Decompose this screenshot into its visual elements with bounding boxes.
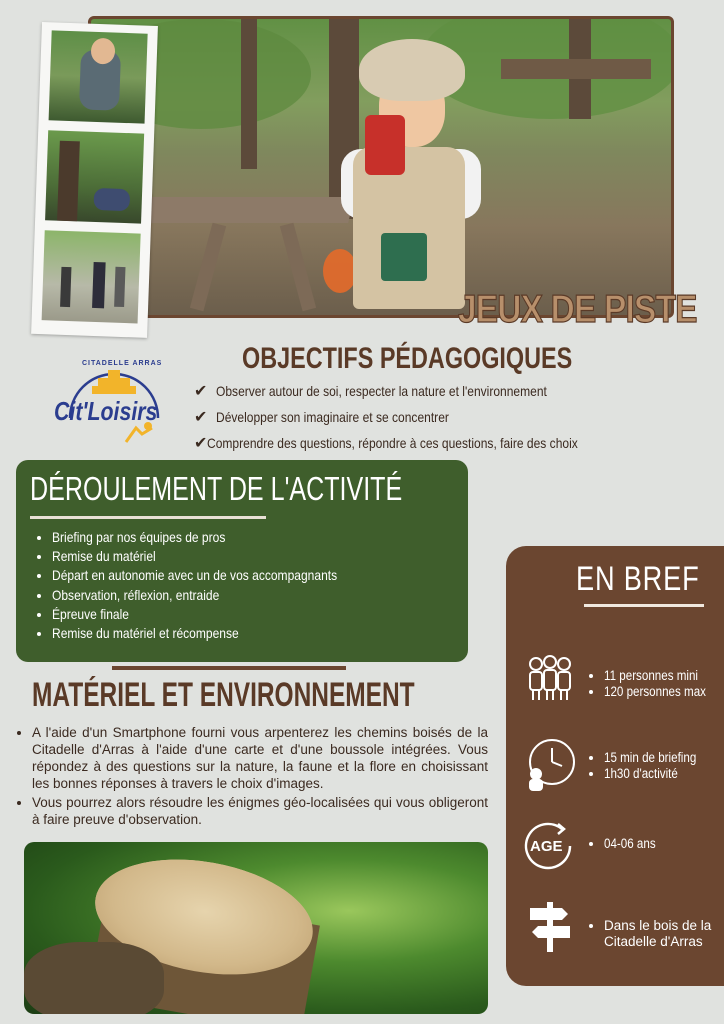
activity-item: • Briefing par nos équipes de pros: [52, 528, 384, 547]
citloisirs-logo: [52, 356, 176, 452]
activity-divider: [30, 516, 266, 519]
material-item: • Vous pourrez alors résoudre les énigmes géo-localisées qui vous obligeront à faire preuve d'observation.: [32, 794, 488, 828]
photo-strip: [31, 22, 158, 338]
material-item: • A l'aide d'un Smartphone fourni vous arpenterez les chemins boisés de la Citadelle d'Arras à l'aide d'une carte et d'une boussole intégrées. Vous répondez à des questions sur la nature, la faune et la flore en choisissant les bonnes réponses à travers le choix d'images.: [32, 724, 488, 792]
brief-item: • 120 personnes max: [604, 684, 723, 700]
stump-photo: [24, 842, 488, 1014]
check-icon: ✔: [194, 409, 208, 426]
hero-photo: [88, 16, 674, 318]
brief-panel: [506, 546, 724, 986]
activity-panel: [16, 460, 468, 662]
objective-item: ✔ Développer son imaginaire et se concentrer: [194, 409, 449, 426]
check-icon: ✔: [194, 383, 208, 400]
group-info: [590, 668, 723, 700]
brief-divider: [584, 604, 704, 607]
activity-title: DÉROULEMENT DE L'ACTIVITÉ: [30, 470, 403, 507]
activity-item: • Remise du matériel: [52, 547, 384, 566]
activity-item: • Départ en autonomie avec un de vos accompagnants: [52, 566, 384, 585]
objective-item: ✔ Comprendre des questions, répondre à ces questions, faire des choix: [194, 435, 579, 452]
material-text: [14, 724, 488, 830]
age-icon-text: AGE: [530, 838, 563, 855]
activity-item: • Remise du matériel et récompense: [52, 624, 384, 643]
logo-name: Cit'Loisirs: [54, 396, 158, 426]
brief-item: • 1h30 d'activité: [604, 766, 711, 782]
check-icon: ✔: [194, 435, 208, 452]
brief-item: • 04-06 ans: [604, 836, 664, 852]
group-icon: [522, 650, 578, 706]
clock-icon: [522, 736, 578, 792]
brief-item: • 11 personnes mini: [604, 668, 723, 684]
time-info: [590, 750, 711, 782]
objectives-list: [194, 378, 614, 456]
material-divider: [112, 666, 346, 670]
activity-item: • Observation, réflexion, entraide: [52, 586, 384, 605]
objectives-title: OBJECTIFS PÉDAGOGIQUES: [242, 342, 573, 375]
logo-top-text: CITADELLE ARRAS: [82, 360, 163, 367]
brief-item: • 15 min de briefing: [604, 750, 711, 766]
objective-item: ✔ Observer autour de soi, respecter la nature et l'environnement: [194, 383, 547, 400]
brief-item: • Dans le bois de la Citadelle d'Arras: [604, 918, 718, 950]
place-info: [590, 918, 718, 950]
page-title: JEUX DE PISTE: [458, 288, 697, 331]
signpost-icon: [522, 898, 578, 954]
age-info: [590, 836, 664, 852]
material-title: MATÉRIEL ET ENVIRONNEMENT: [32, 676, 415, 714]
activity-list: [34, 528, 384, 643]
activity-item: • Épreuve finale: [52, 605, 384, 624]
age-icon: [522, 818, 578, 874]
brief-title: EN BREF: [576, 560, 700, 598]
